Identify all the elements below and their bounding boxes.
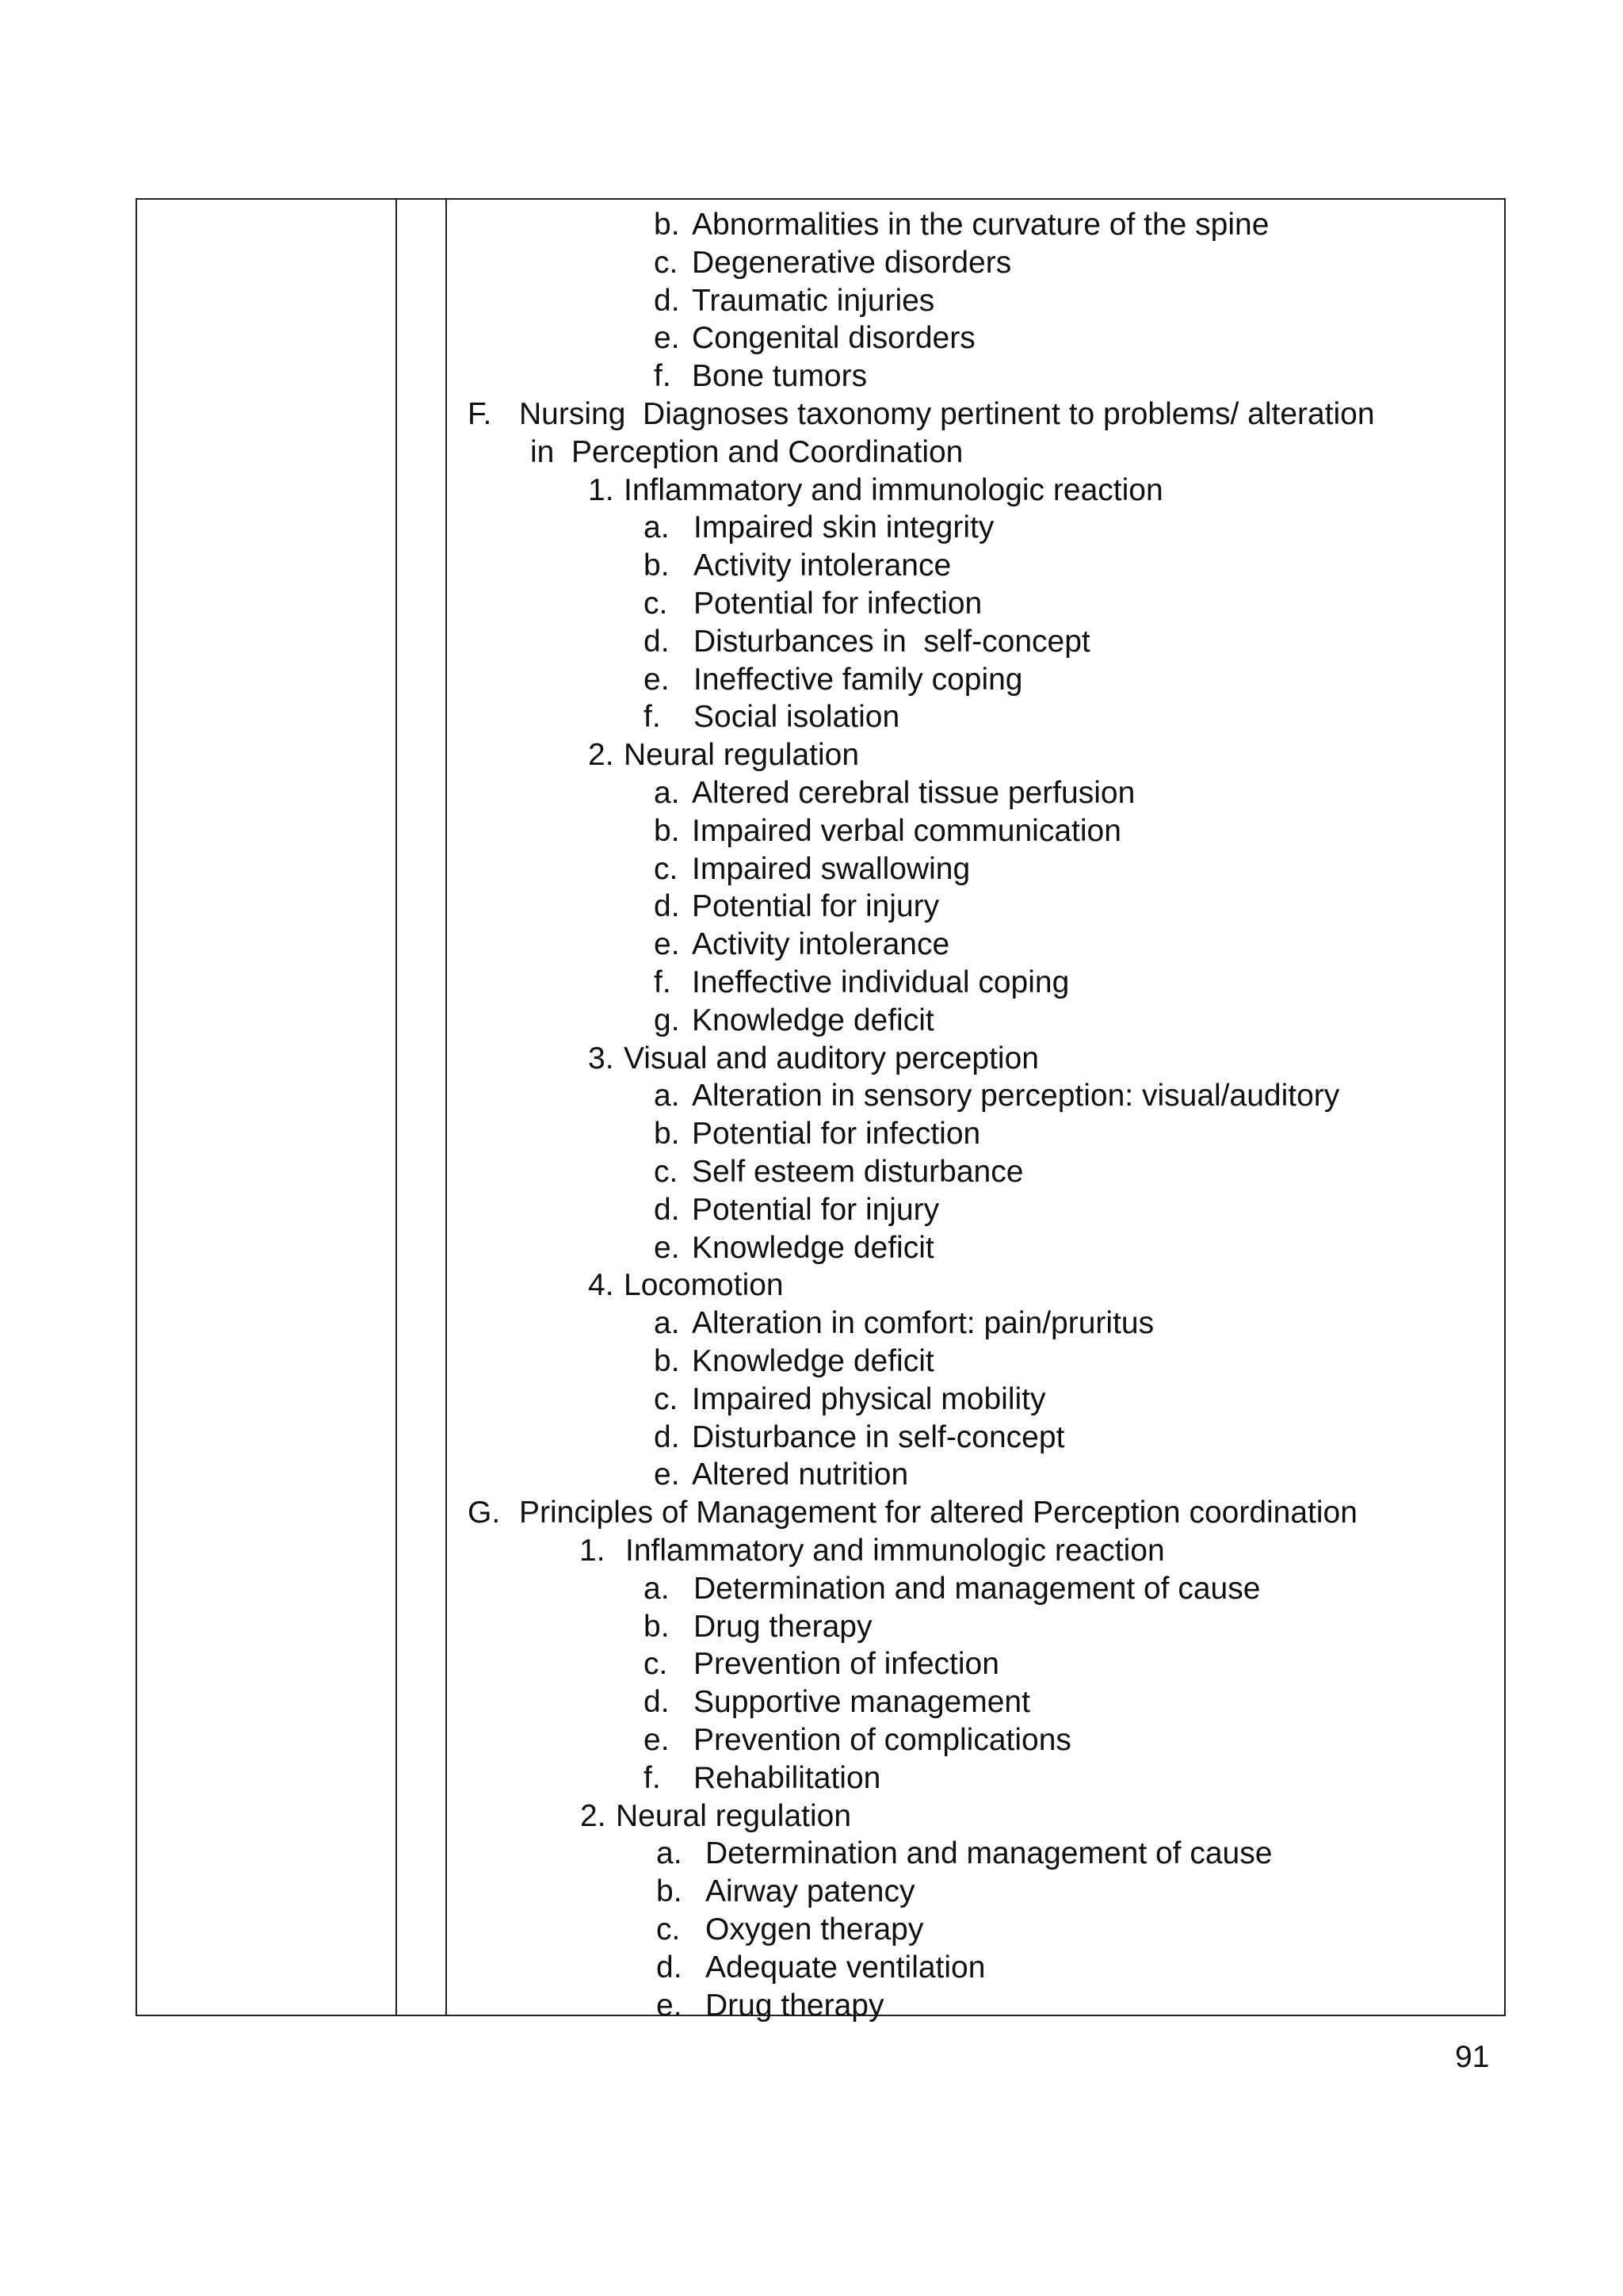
outline-text: Potential for infection xyxy=(692,1117,981,1152)
outline-text: Social isolation xyxy=(693,700,900,735)
outline-table xyxy=(136,198,1506,2023)
outline-marker: e. xyxy=(654,1457,680,1492)
outline-text: Nursing Diagnoses taxonomy pertinent to problems/ alteration xyxy=(519,397,1375,431)
outline-marker: 3. xyxy=(588,1041,614,1075)
outline-text: Potential for injury xyxy=(692,1192,940,1227)
outline-text: Traumatic injuries xyxy=(692,283,935,318)
outline-marker: b. xyxy=(654,813,680,848)
outline-text: Impaired verbal communication xyxy=(692,813,1121,848)
outline-text: Drug therapy xyxy=(705,1988,884,2023)
outline-marker: c. xyxy=(654,851,678,886)
outline-text: in Perception and Coordination xyxy=(530,434,964,469)
outline-text: Adequate ventilation xyxy=(705,1950,986,1985)
outline-text: Principles of Management for altered Perception coordination xyxy=(519,1496,1358,1530)
outline-text: Degenerative disorders xyxy=(692,245,1012,280)
outline-text: Alteration in sensory perception: visual/auditory xyxy=(692,1079,1340,1114)
outline-text: Altered nutrition xyxy=(692,1457,909,1492)
outline-marker: 2. xyxy=(588,738,614,773)
outline-text: Impaired swallowing xyxy=(692,851,971,886)
outline-text: Knowledge deficit xyxy=(692,1003,934,1037)
outline-marker: b. xyxy=(654,208,680,242)
outline-marker: b. xyxy=(654,1117,680,1152)
outline-text: Activity intolerance xyxy=(693,548,952,583)
outline-text: Disturbances in self-concept xyxy=(693,624,1090,659)
page-number: 91 xyxy=(1455,2040,1490,2074)
outline-marker: c. xyxy=(656,1912,681,1946)
outline-marker: b. xyxy=(643,548,670,583)
outline-marker: a. xyxy=(654,1079,680,1114)
outline-marker: c. xyxy=(654,1381,678,1416)
outline-text: Ineffective family coping xyxy=(693,662,1023,697)
outline-marker: e. xyxy=(656,1988,682,2023)
outline-text: Supportive management xyxy=(693,1685,1030,1720)
outline-text: Drug therapy xyxy=(693,1609,873,1644)
outline-text: Locomotion xyxy=(624,1268,784,1303)
outline-marker: F. xyxy=(468,397,492,431)
outline-marker: d. xyxy=(643,624,670,659)
outline-marker: g. xyxy=(654,1003,680,1037)
outline-marker: b. xyxy=(654,1344,680,1378)
outline-marker: d. xyxy=(654,1192,680,1227)
outline-text: Impaired skin integrity xyxy=(693,510,995,545)
outline-marker: 1. xyxy=(588,472,614,507)
outline-marker: e. xyxy=(654,1230,680,1265)
outline-text: Congenital disorders xyxy=(692,321,976,356)
outline-marker: d. xyxy=(656,1950,682,1985)
outline-text: Abnormalities in the curvature of the spine xyxy=(692,208,1270,242)
outline-marker: f. xyxy=(643,1760,661,1795)
outline-text: Disturbance in self-concept xyxy=(692,1419,1065,1454)
outline-marker: e. xyxy=(643,1723,670,1757)
content-cell xyxy=(137,200,1504,2023)
outline-marker: a. xyxy=(654,1306,680,1341)
outline-text: Neural regulation xyxy=(616,1798,852,1833)
outline-marker: b. xyxy=(643,1609,670,1644)
outline-marker: a. xyxy=(643,510,670,545)
outline-marker: 2. xyxy=(580,1798,606,1833)
outline-text: Determination and management of cause xyxy=(693,1571,1261,1606)
outline-marker: G. xyxy=(468,1496,501,1530)
outline-marker: a. xyxy=(643,1571,670,1606)
outline-marker: e. xyxy=(654,927,680,962)
outline-marker: 4. xyxy=(588,1268,614,1303)
outline-text: Alteration in comfort: pain/pruritus xyxy=(692,1306,1155,1341)
outline-marker: d. xyxy=(643,1685,670,1720)
outline-marker: d. xyxy=(654,1419,680,1454)
outline-text: Ineffective individual coping xyxy=(692,965,1070,999)
outline-marker: f. xyxy=(654,359,671,394)
outline-marker: d. xyxy=(654,283,680,318)
outline-text: Oxygen therapy xyxy=(705,1912,924,1946)
outline-text: Prevention of complications xyxy=(693,1723,1071,1757)
outline-text: Inflammatory and immunologic reaction xyxy=(624,472,1163,507)
outline-marker: c. xyxy=(643,1647,668,1682)
outline-text: Determination and management of cause xyxy=(705,1836,1273,1871)
outline-text: Knowledge deficit xyxy=(692,1344,934,1378)
outline-text: Visual and auditory perception xyxy=(624,1041,1039,1075)
outline-text: Rehabilitation xyxy=(693,1760,881,1795)
outline-text: Impaired physical mobility xyxy=(692,1381,1046,1416)
outline-text: Inflammatory and immunologic reaction xyxy=(625,1534,1165,1568)
outline-marker: a. xyxy=(654,776,680,810)
outline-marker: e. xyxy=(643,662,670,697)
outline-marker: f. xyxy=(654,965,671,999)
outline-marker: c. xyxy=(654,245,678,280)
outline-text: Neural regulation xyxy=(624,738,860,773)
outline-text: Activity intolerance xyxy=(692,927,950,962)
outline-text: Potential for injury xyxy=(692,889,940,924)
outline-text: Self esteem disturbance xyxy=(692,1155,1024,1189)
outline-marker: 1. xyxy=(579,1534,605,1568)
outline-text: Bone tumors xyxy=(692,359,868,394)
outline-text: Prevention of infection xyxy=(693,1647,999,1682)
outline-marker: f. xyxy=(643,700,661,735)
outline-marker: a. xyxy=(656,1836,682,1871)
outline-marker: c. xyxy=(654,1155,678,1189)
outline-text: Knowledge deficit xyxy=(692,1230,934,1265)
outline-text: Altered cerebral tissue perfusion xyxy=(692,776,1136,810)
outline-text: Potential for infection xyxy=(693,586,983,621)
outline-marker: c. xyxy=(643,586,668,621)
outline-marker: b. xyxy=(656,1874,682,1909)
outline-text: Airway patency xyxy=(705,1874,915,1909)
outline-marker: e. xyxy=(654,321,680,356)
outline-marker: d. xyxy=(654,889,680,924)
